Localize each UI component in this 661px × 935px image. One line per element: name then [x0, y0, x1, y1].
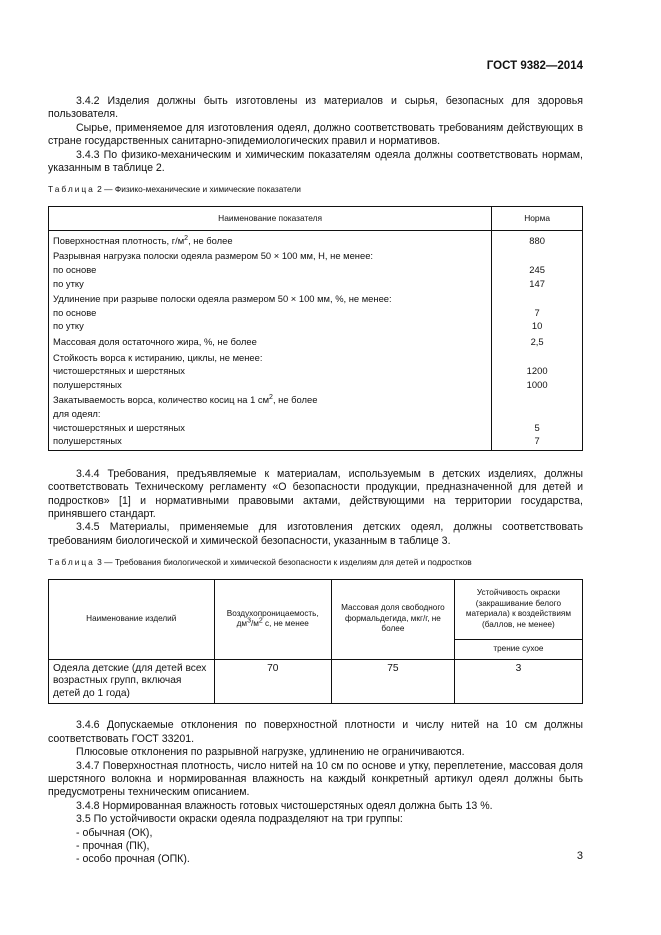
- row-name: Поверхностная плотность, $г/м^2$, не более: [49, 230, 492, 247]
- row-norm: 1200: [492, 364, 583, 378]
- row-norm: [492, 391, 583, 407]
- table3-header-color: Устойчивость окраски (закрашивание белого материала) к воздействиям (баллов, не менее): [454, 579, 582, 639]
- table3-header-air: Воздухопроницаемость, $дм^3/м^2$ с, не менее: [214, 579, 331, 659]
- table3: [48, 579, 583, 705]
- row-name: чистошерстяных и шерстяных: [49, 364, 492, 378]
- paragraph: Плюсовые отклонения по разрывной нагрузке, удлинению не ограничиваются.: [76, 746, 465, 759]
- row-name: по основе: [49, 263, 492, 277]
- table-row: [49, 247, 583, 263]
- document-code: ГОСТ 9382—2014: [486, 60, 583, 72]
- paragraph: Сырье, применяемое для изготовления одеял, должно соответствовать требованиям действующих в стране государственных санитарно-эпидемиологических правил и нормативов.: [48, 121, 583, 148]
- table2-caption: [48, 183, 583, 196]
- table-row: [49, 378, 583, 392]
- table3-header-name: Наименование изделий: [49, 579, 215, 659]
- row-name: Стойкость ворса к истиранию, циклы, не менее:: [49, 349, 492, 365]
- table-row: [49, 306, 583, 320]
- table3-header-friction: трение сухое: [454, 639, 582, 659]
- row-formaldehyde: 75: [332, 659, 455, 704]
- table-row: [49, 230, 583, 247]
- row-color: 3: [454, 659, 582, 704]
- row-name: полушерстяных: [49, 434, 492, 450]
- row-norm: 147: [492, 277, 583, 291]
- table3-caption-text: 3 — Требования биологической и химической безопасности к изделиям для детей и подростков: [97, 557, 472, 568]
- row-norm: [492, 349, 583, 365]
- row-name: Разрывная нагрузка полоски одеяла размером 50 × 100 мм, Н, не менее:: [49, 247, 492, 263]
- row-name: по утку: [49, 319, 492, 333]
- table-row: [49, 349, 583, 365]
- table3-header-formaldehyde: Массовая доля свободного формальдегида, мкг/г, не более: [332, 579, 455, 659]
- list-item: - прочная (ПК),: [76, 840, 150, 853]
- row-name: Закатываемость ворса, количество косиц на 1 $см^2$, не более: [49, 391, 492, 407]
- paragraph: 3.4.8 Нормированная влажность готовых чистошерстяных одеял должна быть 13 %.: [76, 799, 493, 812]
- row-norm: 7: [492, 306, 583, 320]
- row-name: Удлинение при разрыве полоски одеяла размером 50 × 100 мм, %, не менее:: [49, 290, 492, 306]
- paragraph: 3.4.5 Материалы, применяемые для изготовления детских одеял, должны соответствовать требованиям биологической и химической безопасности, указанным в таблице 3.: [48, 521, 583, 547]
- paragraph: 3.4.7 Поверхностная плотность, число нитей на 10 см по основе и утку, переплетение, массовая доля шерстяного волокна и нормированная влажность на каждый конкретный артикул одеял должны быть предусмотрены техническим описанием.: [48, 759, 583, 799]
- table-row: [49, 659, 583, 704]
- paragraph: 3.4.3 По физико-механическим и химическим показателям одеяла должны соответствовать нормам, указанным в таблице 2.: [48, 148, 583, 175]
- table-row: [49, 277, 583, 291]
- row-norm: 1000: [492, 378, 583, 392]
- row-norm: 5: [492, 421, 583, 435]
- table-row: [49, 290, 583, 306]
- table-row: [49, 407, 583, 421]
- row-norm: 2,5: [492, 333, 583, 349]
- table2-caption-text: 2 — Физико-механические и химические показатели: [97, 184, 301, 195]
- paragraph: 3.4.6 Допускаемые отклонения по поверхностной плотности и числу нитей на 10 см должны соответствовать ГОСТ 33201.: [48, 719, 583, 745]
- row-name: Одеяла детские (для детей всех возрастных групп, включая детей до 1 года): [49, 659, 215, 704]
- row-name: чистошерстяных и шерстяных: [49, 421, 492, 435]
- row-air: 70: [214, 659, 331, 704]
- row-name: Массовая доля остаточного жира, %, не более: [49, 333, 492, 349]
- table-row: [49, 434, 583, 450]
- table-row: [49, 263, 583, 277]
- row-norm: 880: [492, 230, 583, 247]
- paragraph: 3.5 По устойчивости окраски одеяла подразделяют на три группы:: [76, 813, 403, 826]
- table2: [48, 206, 583, 451]
- page-number: 3: [576, 850, 583, 862]
- table-row: [49, 319, 583, 333]
- table2-caption-label: Таблица: [48, 184, 95, 195]
- row-norm: [492, 247, 583, 263]
- table2-header-norm: Норма: [492, 206, 583, 230]
- table3-caption: [48, 556, 583, 569]
- list-item: - обычная (ОК),: [76, 826, 153, 839]
- row-norm: [492, 407, 583, 421]
- row-name: для одеял:: [49, 407, 492, 421]
- paragraph: 3.4.4 Требования, предъявляемые к материалам, используемым в детских изделиях, должны соответствовать Техническому регламенту «О безопасности продукции, предназначенной для детей и подростков» [1] и нормативными правовыми актами, действующими на территории государства, принявшего стандарт.: [48, 467, 583, 520]
- row-name: по утку: [49, 277, 492, 291]
- table-row: [49, 421, 583, 435]
- paragraph: 3.4.2 Изделия должны быть изготовлены из материалов и сырья, безопасных для здоровья пользователя.: [48, 95, 583, 121]
- row-name: по основе: [49, 306, 492, 320]
- row-name: полушерстяных: [49, 378, 492, 392]
- row-norm: [492, 290, 583, 306]
- table-row: [49, 333, 583, 349]
- row-norm: 7: [492, 434, 583, 450]
- table-row: [49, 364, 583, 378]
- list-item: - особо прочная (ОПК).: [76, 853, 190, 866]
- page-content: [48, 95, 583, 867]
- row-norm: 10: [492, 319, 583, 333]
- row-norm: 245: [492, 263, 583, 277]
- table2-header-name: Наименование показателя: [49, 206, 492, 230]
- table3-caption-label: Таблица: [48, 557, 95, 568]
- table-row: [49, 391, 583, 407]
